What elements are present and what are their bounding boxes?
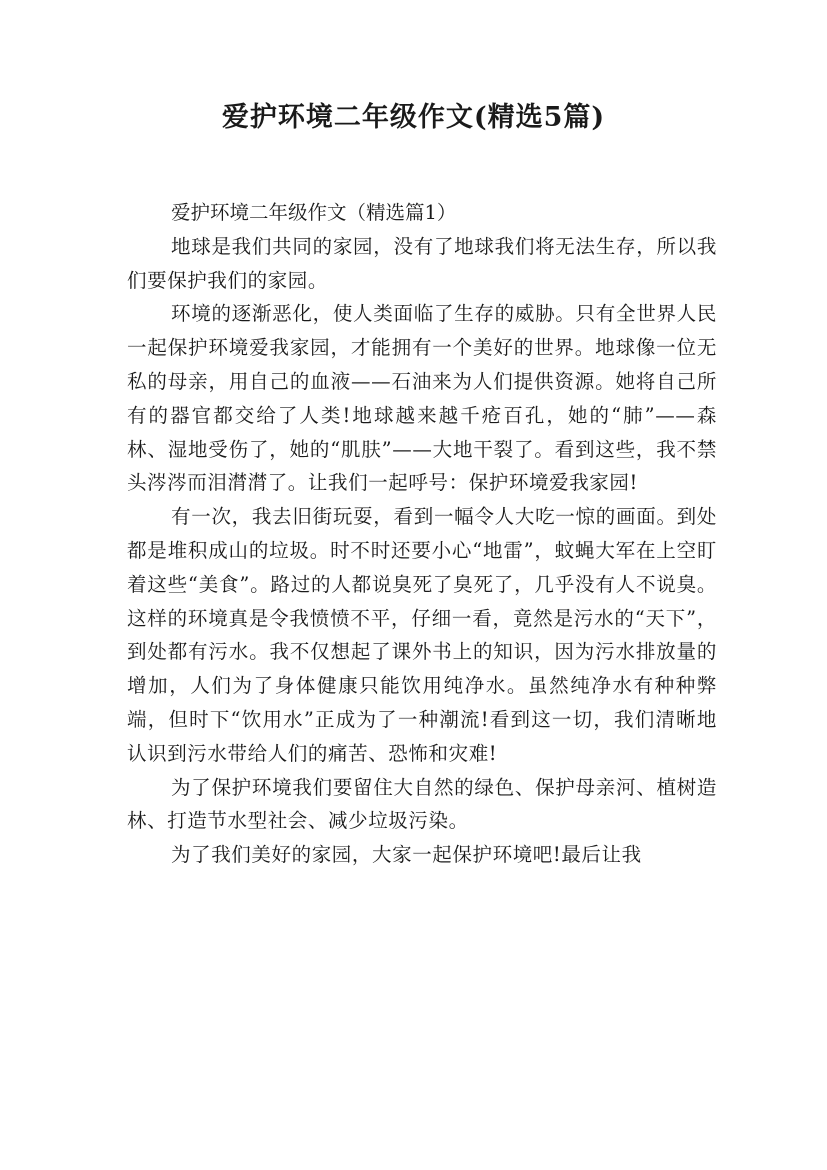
paragraph-1: 地球是我们共同的家园，没有了地球我们将无法生存，所以我们要保护我们的家园。 <box>127 234 717 292</box>
document-body <box>127 196 717 872</box>
document-title: 爱护环境二年级作文(精选5篇) <box>221 102 606 133</box>
paragraph-3: 有一次，我去旧街玩耍，看到一幅令人大吃一惊的画面。到处都是堆积成山的垃圾。时不时还要小心“地雷”，蚊蝇大军在上空盯着这些“美食”。路过的人都说臭死了臭死了，几乎没有人不说臭。这样的环境真是令我愤愤不平，仔细一看，竟然是污水的“天下”，到处都有污水。我不仅想起了课外书上的知识，因为污水排放量的增加，人们为了身体健康只能饮用纯净水。虽然纯净水有种种弊端，但时下“饮用水”正成为了一种潮流!看到这一切，我们清晰地认识到污水带给人们的痛苦、恐怖和灾难! <box>127 505 717 765</box>
paragraph-5: 为了我们美好的家园，大家一起保护环境吧!最后让我 <box>171 843 642 867</box>
paragraph-4: 为了保护环境我们要留住大自然的绿色、保护母亲河、植树造林、打造节水型社会、减少垃圾污染。 <box>127 775 717 833</box>
section-subtitle: 爱护环境二年级作文（精选篇1） <box>171 201 457 224</box>
paragraph-2: 环境的逐渐恶化，使人类面临了生存的威胁。只有全世界人民一起保护环境爱我家园，才能拥有一个美好的世界。地球像一位无私的母亲，用自己的血液——石油来为人们提供资源。她将自己所有的器官都交给了人类!地球越来越千疮百孔，她的“肺”——森林、湿地受伤了，她的“肌肤”——大地干裂了。看到这些，我不禁头涔涔而泪潸潸了。让我们一起呼号：保护环境爱我家园! <box>127 302 717 495</box>
